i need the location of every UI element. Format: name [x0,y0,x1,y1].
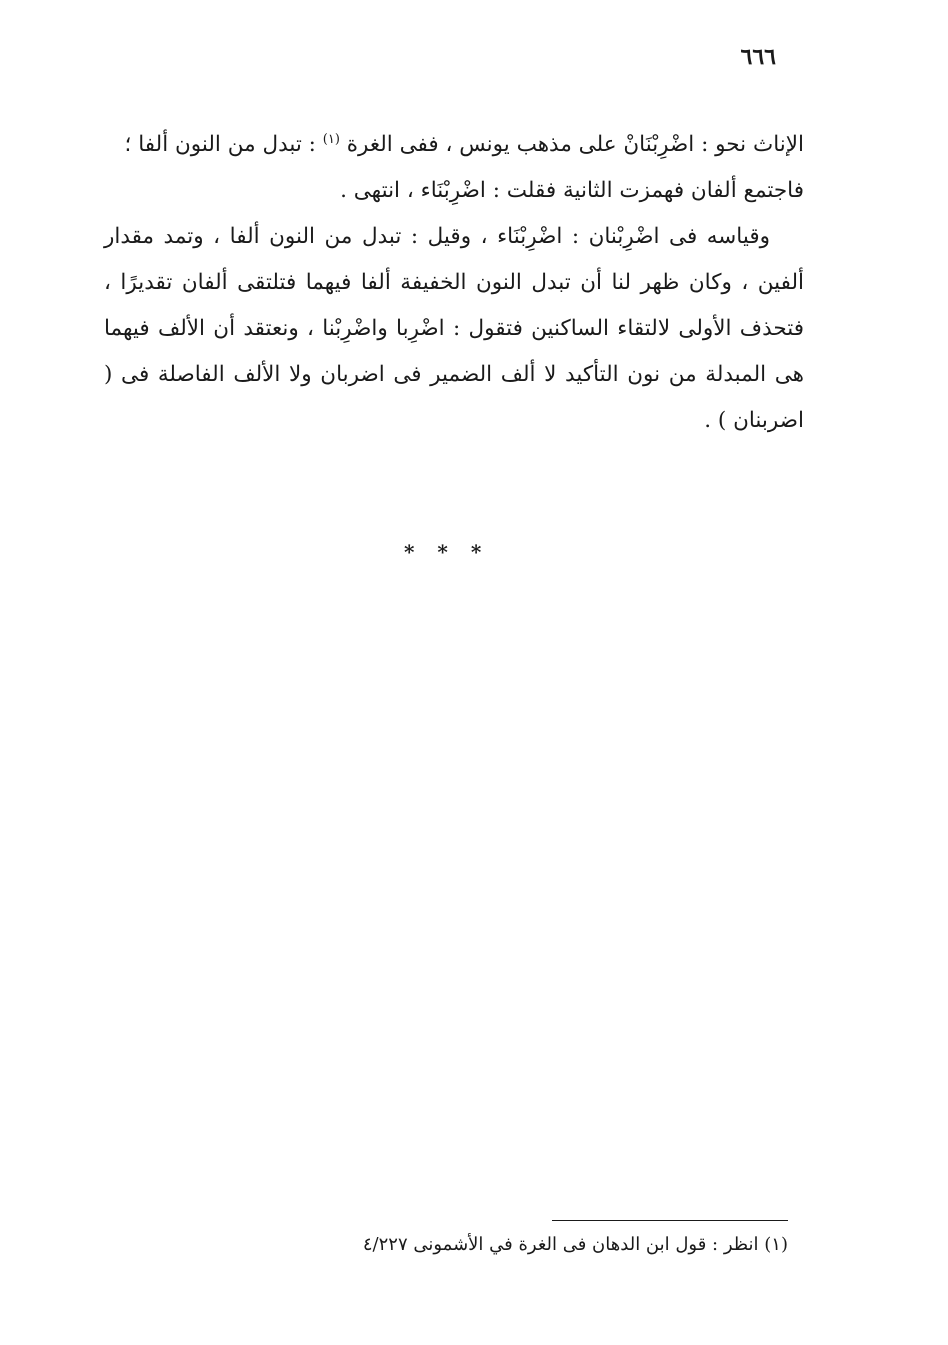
paragraph-2: وقياسه فى اضْرِبْنان : اضْرِبْنَاء ، وقيل : تبدل من النون ألفا ، وتمد مقدار ألفين ، وكان ظهر لنا أن تبدل النون الخفيفة ألفا فيهما فتلتقى ألفان تقديرًا ، فتحذف الأولى لالتقاء الساكنين فتقول : اضْرِبا واضْرِبْنا ، ونعتقد أن الألف فيهما هى المبدلة من نون التأكيد لا ألف الضمير فى اضربان ولا الألف الفاصلة فى ( اضربنان ) . [104,224,804,433]
footnote-reference: (١) [322,131,340,147]
footnote: (١) انظر : قول ابن الدهان فى الغرة في الأشمونى ٤/٢٢٧ [362,1234,788,1255]
section-separator: * * * [404,540,490,564]
paragraph-1 [104,122,804,214]
body-text [104,122,804,444]
paragraph-1-line-1-end: : تبدل من النون ألفا ؛ [124,132,323,157]
paragraph-1-line-1-start: الإناث نحو : اضْرِبْنَانْ على مذهب يونس ، ففى الغرة [339,132,804,157]
footnote-divider [552,1220,788,1221]
page-number: ٦٦٦ [740,44,776,70]
paragraph-1-line-2: فاجتمع ألفان فهمزت الثانية فقلت : اضْرِبْنَاء ، انتهى . [340,178,804,203]
